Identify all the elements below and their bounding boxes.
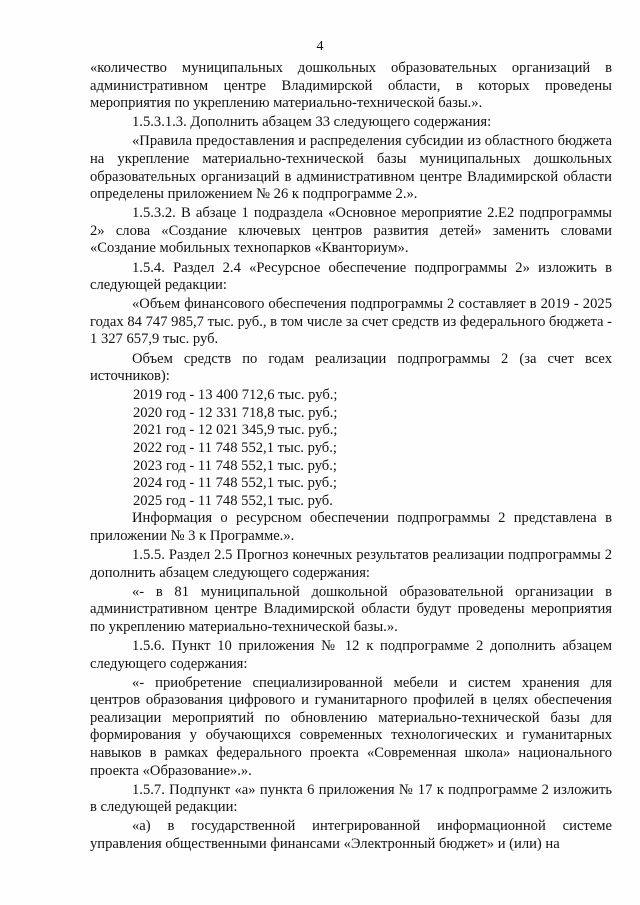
paragraph-quote-furniture-purchase: «- приобретение специализированной мебели и систем хранения для центров образования цифрового и гуманитарного профилей в целях обеспечения реализации мероприятий по обновлению материально-технической базы для формирования у обучающихся современных технологических и гуманитарных навыков в рамках федерального проекта «Современная школа» национального проекта «Образование».». [90,674,612,779]
paragraph-resource-info: Информация о ресурсном обеспечении подпрограммы 2 представлена в приложении № 3 к Программе.». [90,510,612,544]
funding-year-item: 2021 год - 12 021 345,9 тыс. руб.; [133,422,338,439]
paragraph-quote-funding-volume: «Объем финансового обеспечения подпрограммы 2 составляет в 2019 - 2025 годах 84 747 985,7 тыс. руб., в том числе за счет средств из федерального бюджета - 1 327 657,9 тыс. руб. [90,296,612,348]
funding-by-year-list [90,387,612,510]
funding-year-item: 2022 год - 11 748 552,1 тыс. руб.; [133,439,337,456]
page-number: 4 [316,39,324,54]
funding-year-item: 2019 год - 13 400 712,6 тыс. руб.; [133,387,338,404]
paragraph-1-5-3-1-3: 1.5.3.1.3. Дополнить абзацем 33 следующего содержания: [132,114,492,131]
paragraph-1-5-6: 1.5.6. Пункт 10 приложения № 12 к подпрограмме 2 дополнить абзацем следующего содержания: [90,638,612,672]
funding-year-item: 2020 год - 12 331 718,8 тыс. руб.; [133,404,338,421]
paragraph-quote-subparagraph-a: «а) в государственной интегрированной информационной системе управления общественными финансами «Электронный бюджет» и (или) на [90,818,612,853]
paragraph-quote-organizations-count: «количество муниципальных дошкольных образовательных организаций в административном центре Владимирской области, в которых проведены мероприятия по укреплению материально-технической базы.». [90,60,612,112]
paragraph-quote-subsidy-rules: «Правила предоставления и распределения субсидии из областного бюджета на укрепление материально-технической базы муниципальных дошкольных образовательных организаций в административном центре Владимирской области определены приложением № 26 к подпрограмме 2.». [90,133,612,203]
funding-year-item: 2024 год - 11 748 552,1 тыс. руб.; [133,475,337,492]
paragraph-quote-81-organizations: «- в 81 муниципальной дошкольной образовательной организации в административном центре Владимирской области будут проведены мероприятия по укреплению материально-технической базы.». [90,583,612,635]
paragraph-1-5-3-2: 1.5.3.2. В абзаце 1 подраздела «Основное мероприятие 2.Е2 подпрограммы 2» слова «Создание ключевых центров развития детей» заменить словами «Создание мобильных технопарков «Кванториум». [90,205,612,257]
paragraph-1-5-7: 1.5.7. Подпункт «а» пункта 6 приложения № 17 к подпрограмме 2 изложить в следующей редакции: [90,781,612,816]
funding-year-item: 2023 год - 11 748 552,1 тыс. руб.; [133,457,337,474]
funding-year-item: 2025 год - 11 748 552,1 тыс. руб. [133,492,333,509]
paragraph-funding-by-year-intro: Объем средств по годам реализации подпрограммы 2 (за счет всех источников): [90,350,612,385]
paragraph-1-5-5: 1.5.5. Раздел 2.5 Прогноз конечных результатов реализации подпрограммы 2 дополнить абзацем следующего содержания: [90,547,612,581]
document-body [90,60,612,855]
paragraph-1-5-4: 1.5.4. Раздел 2.4 «Ресурсное обеспечение подпрограммы 2» изложить в следующей редакции: [90,259,612,294]
